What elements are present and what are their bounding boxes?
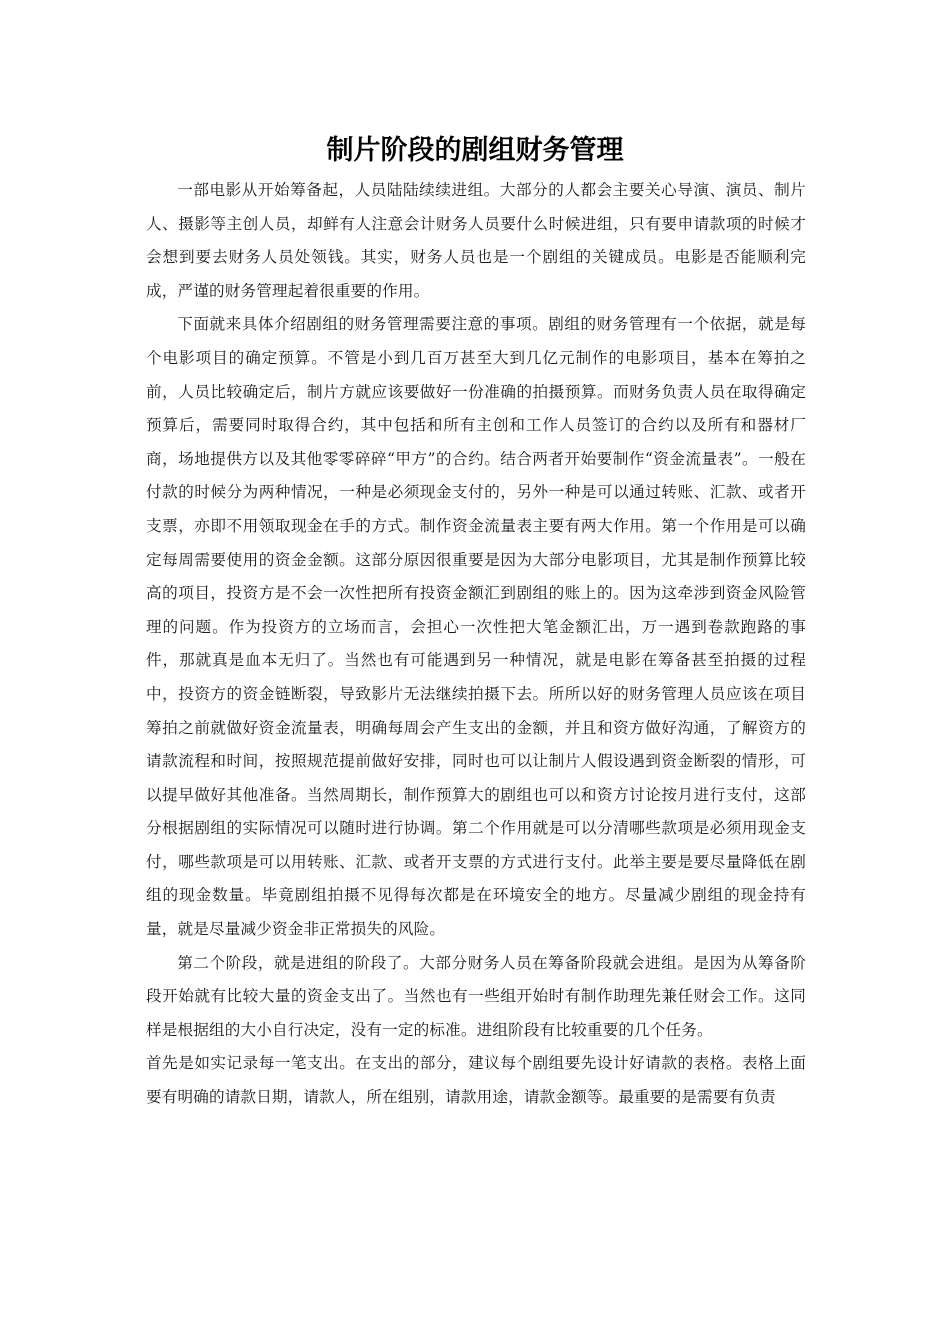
document-title: 制片阶段的剧组财务管理 <box>326 135 624 166</box>
paragraph-2: 下面就来具体介绍剧组的财务管理需要注意的事项。剧组的财务管理有一个依据，就是每个电影项目的确定预算。不管是小到几百万甚至大到几亿元制作的电影项目，基本在筹拍之前，人员比较确定后，制片方就应该要做好一份准确的拍摄预算。而财务负责人员在取得确定预算后，需要同时取得合约，其中包括和所有主创和工作人员签订的合约以及所有和器材厂商，场地提供方以及其他零零碎碎“甲方”的合约。结合两者开始要制作“资金流量表”。一般在付款的时候分为两种情况，一种是必须现金支付的，另外一种是可以通过转账、汇款、或者开支票，亦即不用领取现金在手的方式。制作资金流量表主要有两大作用。第一个作用是可以确定每周需要使用的资金金额。这部分原因很重要是因为大部分电影项目，尤其是制作预算比较高的项目，投资方是不会一次性把所有投资金额汇到剧组的账上的。因为这牵涉到资金风险管理的问题。作为投资方的立场而言，会担心一次性把大笔金额汇出，万一遇到卷款跑路的事件，那就真是血本无归了。当然也有可能遇到另一种情况，就是电影在筹备甚至拍摄的过程中，投资方的资金链断裂，导致影片无法继续拍摄下去。所所以好的财务管理人员应该在项目筹拍之前就做好资金流量表，明确每周会产生支出的金额，并且和资方做好沟通，了解资方的请款流程和时间，按照规范提前做好安排，同时也可以让制片人假设遇到资金断裂的情形，可以提早做好其他准备。当然周期长，制作预算大的剧组也可以和资方讨论按月进行支付，这部分根据剧组的实际情况可以随时进行协调。第二个作用就是可以分清哪些款项是必须用现金支付，哪些款项是可以用转账、汇款、或者开支票的方式进行支付。此举主要是要尽量降低在剧组的现金数量。毕竟剧组拍摄不见得每次都是在环境安全的地方。尽量减少剧组的现金持有量，就是尽量减少资金非正常损失的风险。 <box>146 315 806 939</box>
paragraph-1: 一部电影从开始筹备起，人员陆陆续续进组。大部分的人都会主要关心导演、演员、制片人、摄影等主创人员，却鲜有人注意会计财务人员要什么时候进组，只有要申请款项的时候才会想到要去财务人员处领钱。其实，财务人员也是一个剧组的关键成员。电影是否能顺利完成，严谨的财务管理起着很重要的作用。 <box>146 181 806 300</box>
paragraph-3: 第二个阶段，就是进组的阶段了。大部分财务人员在筹备阶段就会进组。是因为从筹备阶段开始就有比较大量的资金支出了。当然也有一些组开始时有制作助理先兼任财会工作。这同样是根据组的大小自行决定，没有一定的标准。进组阶段有比较重要的几个任务。 <box>146 953 806 1039</box>
document-body <box>146 174 806 1115</box>
paragraph-4: 首先是如实记录每一笔支出。在支出的部分，建议每个剧组要先设计好请款的表格。表格上面要有明确的请款日期，请款人，所在组别，请款用途，请款金额等。最重要的是需要有负责 <box>146 1054 806 1107</box>
